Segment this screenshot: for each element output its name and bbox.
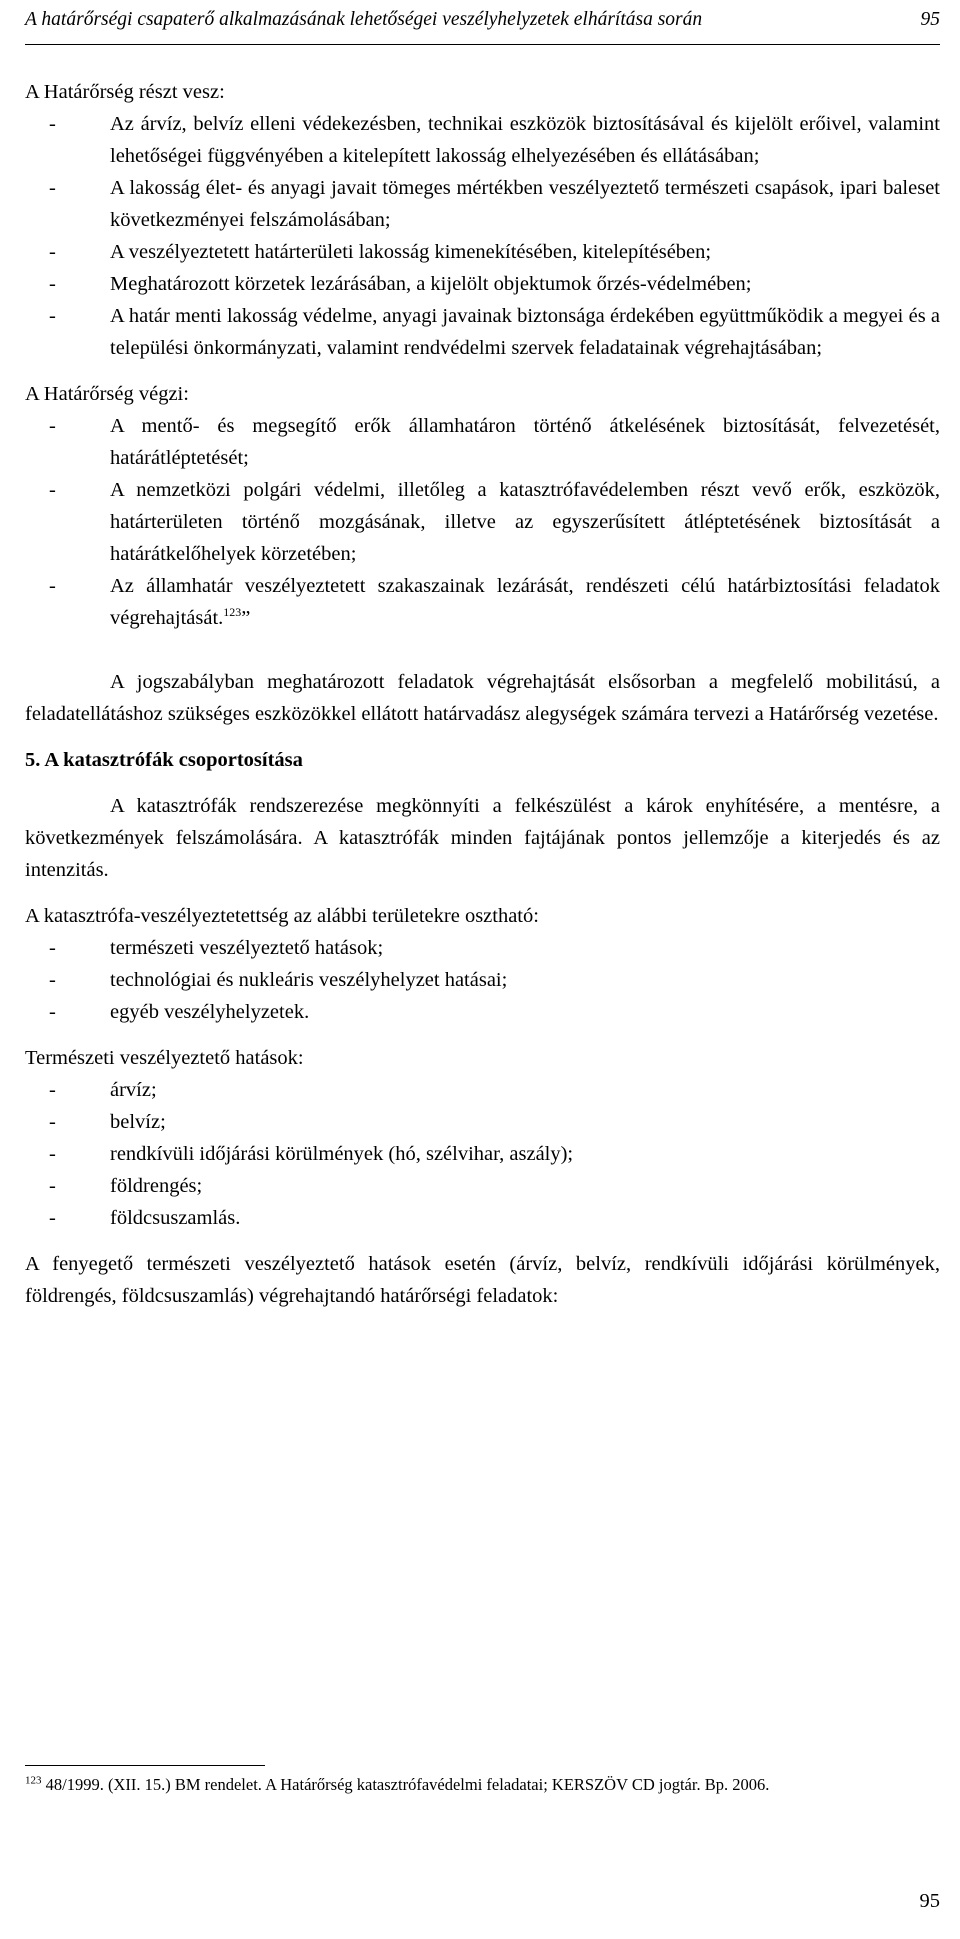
paragraph-planning: A jogszabályban meghatározott feladatok végrehajtását elsősorban a megfelelő mobilitású, a feladatellátáshoz szükséges eszközökkel ellátott határvadász alegységek számára tervezi a Határőrség vezetése. xyxy=(25,671,940,725)
list-item: - A nemzetközi polgári védelmi, illetőleg a katasztrófavédelemben részt vevő erők, eszközök, határterületen történő mozgásának, illetve az egyszerűsített átléptetésének biztosítását a határátkelőhelyek körzetében; xyxy=(25,474,940,570)
list-item: - természeti veszélyeztető hatások; xyxy=(25,932,940,964)
footnote-text: 48/1999. (XII. 15.) BM rendelet. A Határőrség katasztrófavédelmi feladatai; KERSZÖV CD jogtár. Bp. 2006. xyxy=(41,1775,770,1794)
areas-list xyxy=(25,932,940,1028)
list-item: - A határ menti lakosság védelme, anyagi javainak biztonsága érdekében együttműködik a megyei és a települési önkormányzati, valamint rendvédelmi szervek feladatainak végrehajtásában; xyxy=(25,300,940,364)
list-item: - belvíz; xyxy=(25,1106,940,1138)
paragraph-tasks: A fenyegető természeti veszélyeztető hatások esetén (árvíz, belvíz, rendkívüli időjárási körülmények, földrengés, földcsuszamlás) végrehajtandó határőrségi feladatok: xyxy=(25,1253,940,1307)
footnote-number: 123 xyxy=(25,1774,42,1787)
page-body xyxy=(25,76,940,1312)
header-page-number: 95 xyxy=(920,9,940,30)
list-item xyxy=(25,570,940,634)
list-item: - A veszélyeztetett határterületi lakosság kimenekítésében, kitelepítésében; xyxy=(25,236,940,268)
footnote xyxy=(25,1774,940,1796)
section-areas-intro: A katasztrófa-veszélyeztetettség az alábbi területekre osztható: xyxy=(25,905,539,927)
list-item: - Az árvíz, belvíz elleni védekezésben, technikai eszközök biztosításával és kijelölt erőivel, valamint lehetőségei függvényében a kitelepített lakosság elhelyezésében és ellátásában; xyxy=(25,108,940,172)
section-heading: 5. A katasztrófák csoportosítása xyxy=(25,749,303,771)
list-item: - földrengés; xyxy=(25,1170,940,1202)
list-item: - A mentő- és megsegítő erők államhatáron történő átkelésének biztosítását, felvezetését, határátléptetését; xyxy=(25,410,940,474)
list-item: - árvíz; xyxy=(25,1074,940,1106)
performs-list xyxy=(25,410,940,634)
list-item-text: Az államhatár veszélyeztetett szakaszainak lezárását, rendészeti célú határbiztosítási feladatok végrehajtását. xyxy=(110,575,940,629)
footnote-divider xyxy=(25,1765,265,1766)
list-item: - földcsuszamlás. xyxy=(25,1202,940,1234)
list-item: - rendkívüli időjárási körülmények (hó, szélvihar, aszály); xyxy=(25,1138,940,1170)
list-item: - Meghatározott körzetek lezárásában, a kijelölt objektumok őrzés-védelmében; xyxy=(25,268,940,300)
natural-hazards-list xyxy=(25,1074,940,1234)
section-performs-intro: A Határőrség végzi: xyxy=(25,383,189,405)
paragraph-classification: A katasztrófák rendszerezése megkönnyíti a felkészülést a károk enyhítésére, a mentésre, a következmények felszámolására. A katasztrófák minden fajtájának pontos jellemzője a kiterjedés és az intenzitás. xyxy=(25,795,940,881)
footnote-reference[interactable]: 123 xyxy=(223,605,242,620)
closing-quote: ” xyxy=(241,607,251,629)
list-item: - A lakosság élet- és anyagi javait tömeges mértékben veszélyeztető természeti csapások, ipari baleset következményei felszámolásában; xyxy=(25,172,940,236)
page-number: 95 xyxy=(919,1890,940,1912)
participates-list xyxy=(25,108,940,364)
section-natural-intro: Természeti veszélyeztető hatások: xyxy=(25,1047,304,1069)
running-header xyxy=(25,0,940,45)
list-item: - technológiai és nukleáris veszélyhelyzet hatásai; xyxy=(25,964,940,996)
header-title: A határőrségi csapaterő alkalmazásának lehetőségei veszélyhelyzetek elhárítása során xyxy=(25,9,703,30)
list-item: - egyéb veszélyhelyzetek. xyxy=(25,996,940,1028)
section-participates-intro: A Határőrség részt vesz: xyxy=(25,81,225,103)
